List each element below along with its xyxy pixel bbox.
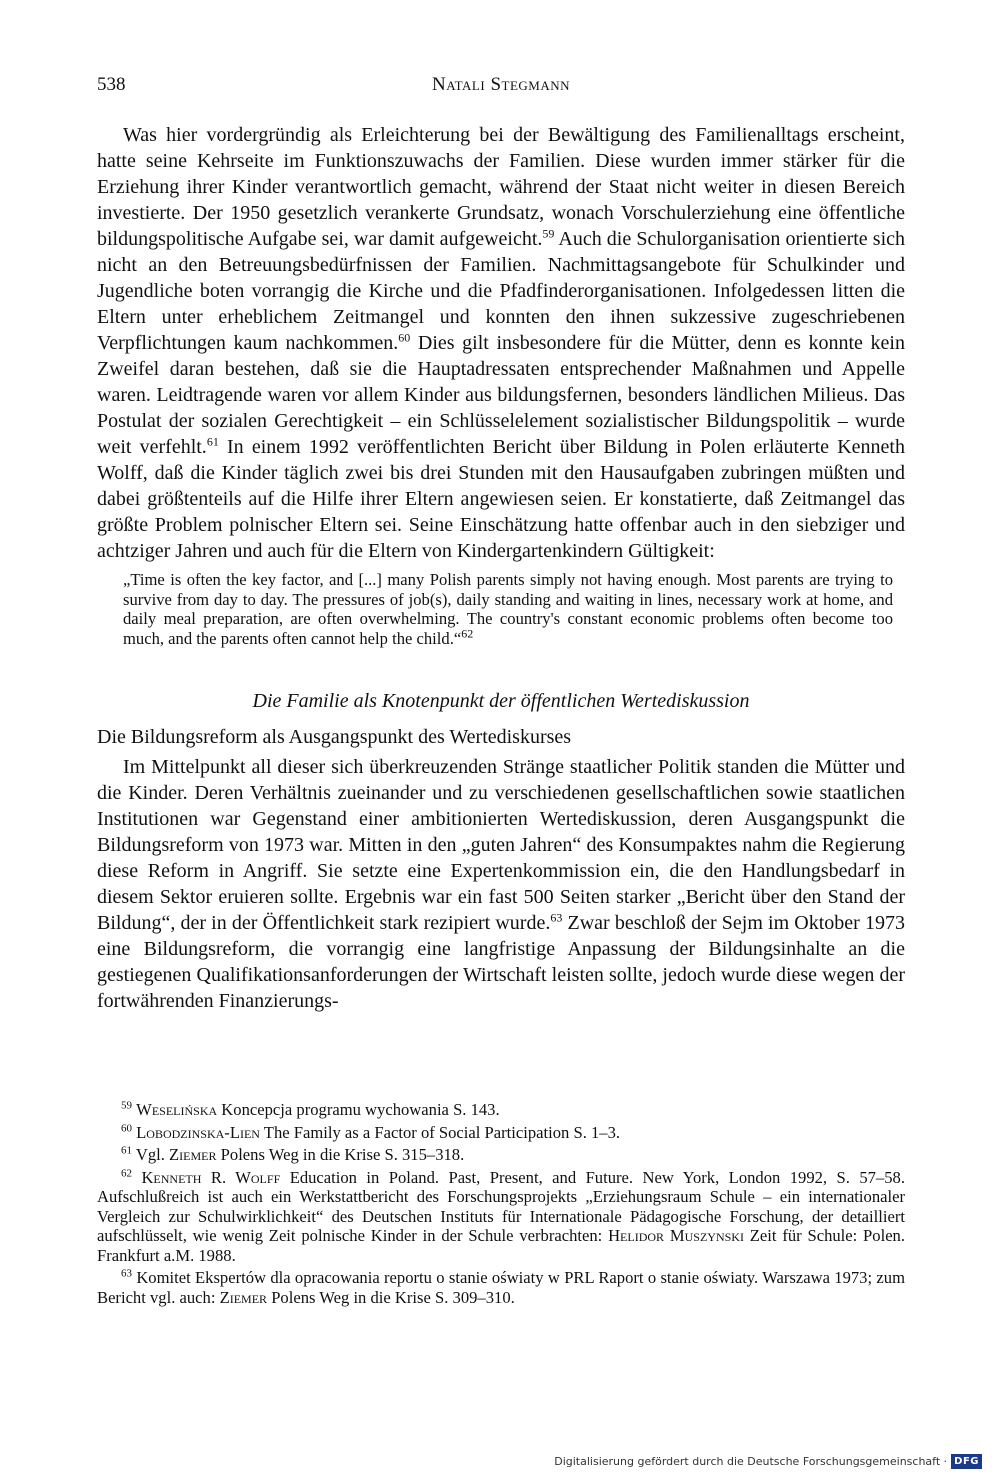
- paragraph-1-part-c: Dies gilt insbesondere für die Mütter, denn es konnte kein Zweifel daran bestehen, daß sie die Hauptadressaten entsprechender Maßnahmen und Appelle waren. Leidtragende waren vor allem Kinder aus bildungsfernen, besonders ländlichen Milieus. Das Postulat der sozialen Gerechtigkeit – ein Schlüsselelement sozialistischer Bildungspolitik – wurde weit verfehlt.: [97, 332, 905, 458]
- section-heading: Die Familie als Knotenpunkt der öffentlichen Wertediskussion: [252, 690, 750, 712]
- footnote-author-2: Ziemer: [219, 1287, 268, 1307]
- digitization-text: Digitalisierung gefördert durch die Deutsche Forschungsgemeinschaft ·: [554, 1454, 948, 1468]
- footnote-author: Weselińska: [136, 1100, 218, 1119]
- footnote-number: 60: [121, 1121, 132, 1134]
- footnote-prefix: Vgl.: [135, 1145, 170, 1164]
- footnote-ref-60[interactable]: 60: [398, 330, 411, 345]
- footnote-63: [97, 1268, 905, 1307]
- footnote-author: Ziemer: [169, 1145, 217, 1164]
- footnote-number: 61: [121, 1144, 132, 1157]
- footnote-author-2: Helidor Muszynski: [608, 1226, 744, 1245]
- paragraph-1: [97, 122, 905, 564]
- paragraph-2: [97, 754, 905, 1014]
- footnotes: [97, 1100, 905, 1310]
- paragraph-2-part-a: Im Mittelpunkt all dieser sich überkreuzenden Stränge staatlicher Politik standen die Mütter und die Kinder. Deren Verhältnis zueinander und zu verschiedenen gesellschaftlichen sowie staatlichen Institutionen war Gegenstand einer ambitionierten Wertediskussion, deren Ausgangspunkt die Bildungsreform von 1973 war. Mitten in den „guten Jahren“ des Konsumpaktes nahm die Regierung diese Reform in Angriff. Sie setzte eine Expertenkommission ein, die den Handlungsbedarf in diesem Sektor eruieren sollte. Ergebnis war ein fast 500 Seiten starker „Bericht über den Stand der Bildung“, der in der Öffentlichkeit stark rezipiert wurde.: [97, 756, 905, 934]
- footnote-text: Koncepcja programu wychowania S. 143.: [217, 1100, 500, 1119]
- quote-text: „Time is often the key factor, and [...] many Polish parents simply not having enough. Most parents are trying to survive from day to day. The pressures of job(s), daily standing and waiting in lines, necessary work at home, and daily meal preparation, are often overwhelming. The country's constant economic problems often become too much, and the parents often cannot help the child.“: [123, 570, 893, 648]
- digitization-note: [554, 1452, 982, 1470]
- footnote-ref-63[interactable]: 63: [550, 910, 563, 925]
- paragraph-2-part-b: Zwar beschloß der Sejm im Oktober 1973 eine Bildungsreform, die vorrangig eine langfristige Anpassung der Bildungsinhalte an die gestiegenen Qualifikationsanforderungen der Wirtschaft leisten sollte, jedoch wurde diese wegen der fortwährenden Finanzierungs-: [97, 912, 905, 1012]
- footnote-author: Kenneth R. Wolff: [141, 1167, 281, 1187]
- footnote-text: The Family as a Factor of Social Participation S. 1–3.: [259, 1122, 621, 1142]
- footnote-text-2: Zeit für Schule: Polen. Frankfurt a.M. 1988.: [97, 1226, 906, 1265]
- footnote-60: [97, 1123, 905, 1143]
- footnote-61: [97, 1145, 905, 1165]
- main-text: [97, 122, 905, 1014]
- page-number: 538: [97, 74, 126, 95]
- footnote-ref-59[interactable]: 59: [542, 226, 555, 241]
- footnote-ref-61[interactable]: 61: [206, 434, 219, 449]
- paragraph-1-part-b: Auch die Schulorganisation orientierte sich nicht an den Betreuungsbedürfnissen der Familien. Nachmittagsangebote für Schulkinder und Jugendliche boten vorrangig die Kirche und die Pfadfinderorganisationen. Infolgedessen litten die Eltern unter erheblichem Zeitmangel und konnten den ihnen sukzessive zugeschriebenen Verpflichtungen kaum nachkommen.: [97, 228, 905, 354]
- footnote-ref-62[interactable]: 62: [461, 625, 474, 640]
- footnote-text: Polens Weg in die Krise S. 315–318.: [216, 1145, 465, 1164]
- footnote-62: [97, 1168, 905, 1266]
- footnote-author: Lobodzinska-Lien: [136, 1122, 260, 1142]
- footnote-59: [97, 1100, 905, 1120]
- footnote-number: 62: [121, 1166, 132, 1179]
- footnote-text: Education in Poland. Past, Present, and Future. New York, London 1992, S. 57–58. Aufschlußreich ist auch ein Werkstattbericht des Forschungsprojekts „Erziehungsraum Schule – ein internationaler Vergleich zur Schulwirklichkeit“ des Deutschen Instituts für Internationale Pädagogische Forschung, der detailliert aufschlüsselt, wie wenig Zeit polnische Kinder in der Schule verbrachten:: [97, 1167, 905, 1245]
- footnote-text-2: Polens Weg in die Krise S. 309–310.: [267, 1287, 515, 1307]
- block-quote: [123, 570, 893, 648]
- page-header: [97, 74, 905, 102]
- footnote-number: 59: [121, 1099, 132, 1112]
- running-head: Natali Stegmann: [431, 74, 571, 95]
- footnote-number: 63: [121, 1267, 132, 1280]
- footnote-text: Komitet Ekspertów dla opracowania reportu o stanie oświaty w PRL Raport o stanie oświaty. Warszawa 1973; zum Bericht vgl. auch:: [97, 1268, 905, 1307]
- paragraph-1-part-d: In einem 1992 veröffentlichten Bericht über Bildung in Polen erläuterte Kenneth Wolff, daß die Kinder täglich zwei bis drei Stunden mit den Hausaufgaben zubringen müßten und dabei größtenteils auf die Hilfe ihrer Eltern angewiesen seien. Er konstatierte, daß Zeitmangel das größte Problem polnischer Eltern sei. Seine Einschätzung hatte offenbar auch in den siebziger und achtziger Jahren und auch für die Eltern von Kindergartenkindern Gültigkeit:: [97, 436, 905, 562]
- subsection-heading: Die Bildungsreform als Ausgangspunkt des Wertediskurses: [97, 726, 572, 748]
- dfg-logo: DFG: [951, 1454, 982, 1469]
- paragraph-1-part-a: Was hier vordergründig als Erleichterung bei der Bewältigung des Familienalltags erscheint, hatte seine Kehrseite im Funktionszuwachs der Familien. Diese wurden immer stärker für die Erziehung ihrer Kinder verantwortlich gemacht, während der Staat nicht weiter in diesen Bereich investierte. Der 1950 gesetzlich verankerte Grundsatz, wonach Vorschulerziehung eine öffentliche bildungspolitische Aufgabe sei, war damit aufgeweicht.: [97, 124, 905, 250]
